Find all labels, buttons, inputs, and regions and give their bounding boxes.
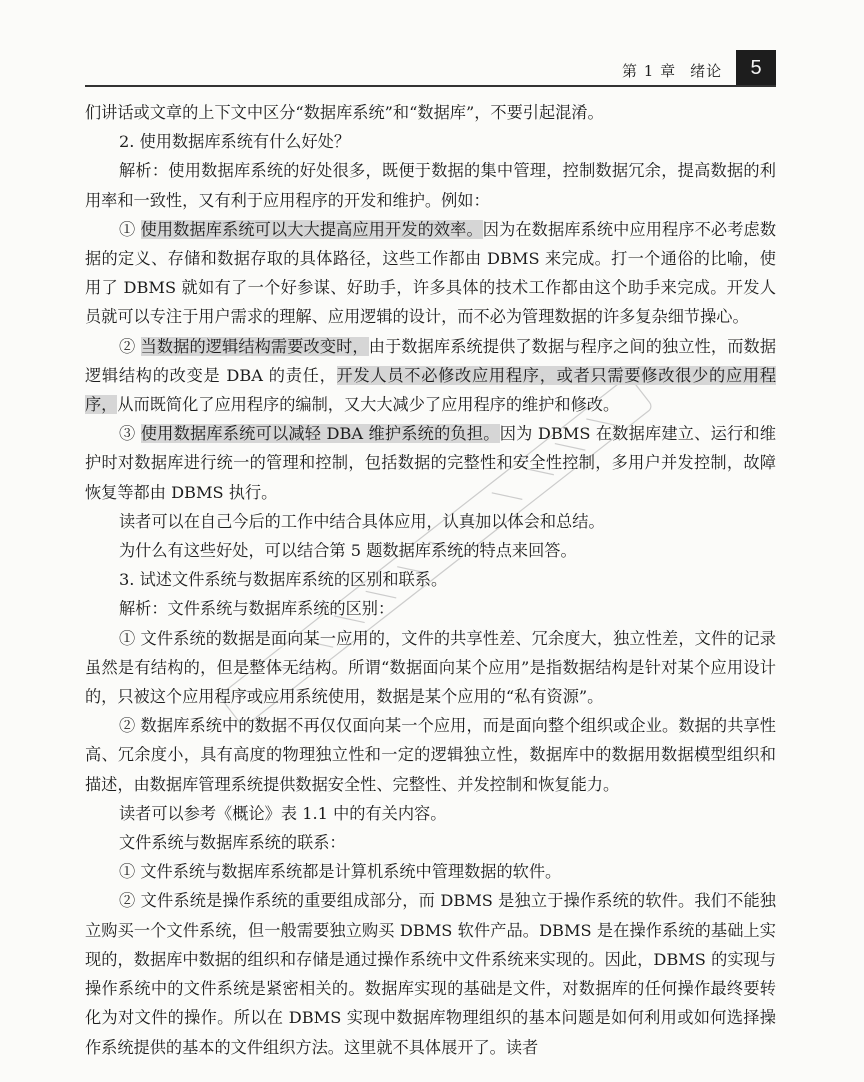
highlighted-text: 开发人员不必修改应用程序，或者只需要修改很少的应用程序， <box>85 365 777 415</box>
text-run: ① 文件系统的数据是面向某一应用的，文件的共享性差、冗余度大，独立性差，文件的记录虽然是有结构的，但是整体无结构。所谓“数据面向某个应用”是指数据结构是针对某个应用设计的，只被这个应用程序或应用系统使用，数据是某个应用的“私有资源”。 <box>85 628 776 707</box>
highlighted-text: 使用数据库系统可以减轻 DBA 维护系统的负担。 <box>140 424 500 444</box>
chapter-label: 第 1 章 <box>622 62 677 80</box>
text-run: 为什么有这些好处，可以结合第 5 题数据库系统的特点来回答。 <box>119 541 577 561</box>
paragraph <box>85 419 776 507</box>
text-run: ③ <box>119 424 141 444</box>
text-run: ① <box>119 219 141 239</box>
paragraph <box>85 127 776 156</box>
text-run: 因为在数据库系统中应用程序不必考虑数据的定义、存储和数据存取的具体路径，这些工作都由 DBMS 来完成。打一个通俗的比喻，使用了 DBMS 就如有了一个好参谋、好助手，许多具体的技术工作都由这个助手来完成。开发人员就可以专注于用户需求的理解、应用逻辑的设计，而不必为管理数据的许多复杂细节操心。 <box>85 219 777 327</box>
text-run: 文件系统与数据库系统的联系： <box>119 833 346 853</box>
paragraph <box>85 594 776 623</box>
paragraph <box>85 857 776 886</box>
paragraph <box>85 886 776 1061</box>
paragraph <box>85 828 776 857</box>
header-chapter-title <box>622 60 736 81</box>
chapter-title: 绪论 <box>690 62 723 80</box>
text-run: ② <box>119 336 141 356</box>
text-run: 3. 试述文件系统与数据库系统的区别和联系。 <box>119 570 448 590</box>
text-run: 从而既简化了应用程序的编制，又大大减少了应用程序的维护和修改。 <box>117 395 620 415</box>
paragraph <box>85 332 776 420</box>
text-run: 们讲话或文章的上下文中区分“数据库系统”和“数据库”，不要引起混淆。 <box>85 103 604 122</box>
highlighted-text: 使用数据库系统可以大大提高应用开发的效率。 <box>140 219 483 239</box>
paragraph <box>85 98 776 127</box>
text-run: 解析：文件系统与数据库系统的区别： <box>119 599 395 619</box>
text-run: ② 文件系统是操作系统的重要组成部分，而 DBMS 是独立于操作系统的软件。我们不能独立购买一个文件系统，但一般需要独立购买 DBMS 软件产品。DBMS 是在操作系统的基础上实现的，数据库中数据的组织和存储是通过操作系统中文件系统来实现的。因此，DBMS 的实现与操作系统中的文件系统是紧密相关的。数据库实现的基础是文件，对数据库的任何操作最终要转化为对文件的操作。所以在 DBMS 实现中数据库物理组织的基本问题是如何利用或如何选择操作系统提供的基本的文件组织方法。这里就不具体展开了。读者 <box>85 891 776 1057</box>
paragraph <box>85 536 776 565</box>
paragraph <box>85 156 776 214</box>
text-run: 2. 使用数据库系统有什么好处？ <box>119 132 351 152</box>
text-run: 读者可以在自己今后的工作中结合具体应用，认真加以体会和总结。 <box>119 511 605 531</box>
page-number: 5 <box>736 50 776 86</box>
text-run: 读者可以参考《概论》表 1.1 中的有关内容。 <box>119 803 447 823</box>
text-run: 因为 DBMS 在数据库建立、运行和维护时对数据库进行统一的管理和控制，包括数据的完整性和安全性控制，多用户并发控制，故障恢复等都由 DBMS 执行。 <box>85 424 776 502</box>
paragraph <box>85 711 776 799</box>
paragraph <box>85 565 776 594</box>
paragraph <box>85 624 776 712</box>
page-body <box>85 98 776 1062</box>
text-run: ① 文件系统与数据库系统都是计算机系统中管理数据的软件。 <box>119 862 562 882</box>
paragraph <box>85 507 776 536</box>
header-rule <box>85 85 776 87</box>
text-run: 解析：使用数据库系统的好处很多，既便于数据的集中管理，控制数据冗余，提高数据的利用率和一致性，又有利于应用程序的开发和维护。例如： <box>85 161 776 210</box>
text-run: 由于数据库系统提供了数据与程序之间的独立性，而数据逻辑结构的改变是 DBA 的责任， <box>85 336 777 385</box>
highlighted-text: 当数据的逻辑结构需要改变时， <box>140 336 369 356</box>
paragraph <box>85 799 776 828</box>
paragraph <box>85 215 776 332</box>
text-run: ② 数据库系统中的数据不再仅仅面向某一个应用，而是面向整个组织或企业。数据的共享性高、冗余度小，具有高度的物理独立性和一定的逻辑独立性，数据库中的数据用数据模型组织和描述，由数据库管理系统提供数据安全性、完整性、并发控制和恢复能力。 <box>85 716 776 794</box>
running-header <box>0 50 864 90</box>
